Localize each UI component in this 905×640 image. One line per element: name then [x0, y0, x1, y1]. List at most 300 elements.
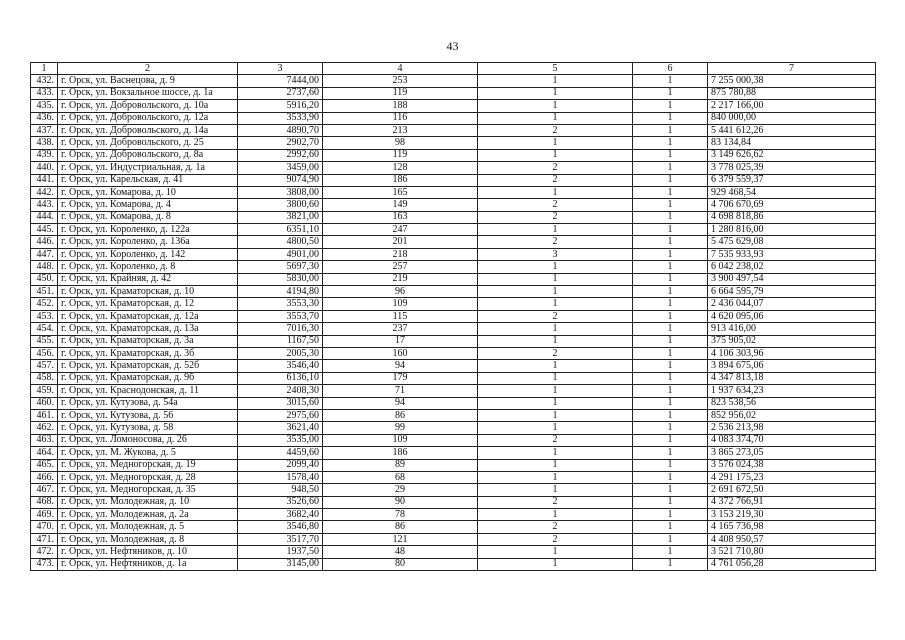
col4-cell: 109: [323, 434, 478, 446]
col6-cell: 1: [633, 496, 708, 508]
col4-cell: 186: [323, 447, 478, 459]
row-number-cell: 464.: [31, 447, 58, 459]
area-cell: 3553,30: [238, 298, 323, 310]
col4-cell: 119: [323, 149, 478, 161]
col5-cell: 1: [478, 484, 633, 496]
col5-cell: 1: [478, 385, 633, 397]
amount-cell: 2 536 213,98: [708, 422, 876, 434]
area-cell: 4800,50: [238, 236, 323, 248]
area-cell: 3553,70: [238, 310, 323, 322]
col6-cell: 1: [633, 87, 708, 99]
table-row: [31, 323, 876, 335]
col4-cell: 29: [323, 484, 478, 496]
table-row: [31, 434, 876, 446]
table-row: [31, 87, 876, 99]
address-cell: г. Орск, ул. Индустриальная, д. 1а: [58, 162, 238, 174]
amount-cell: 875 780,88: [708, 87, 876, 99]
address-cell: г. Орск, ул. Краматорская, д. 12а: [58, 310, 238, 322]
col5-cell: 1: [478, 75, 633, 87]
address-cell: г. Орск, ул. Краматорская, д. 13а: [58, 323, 238, 335]
amount-cell: 7 255 000,38: [708, 75, 876, 87]
table-row: [31, 558, 876, 570]
area-cell: 3546,40: [238, 360, 323, 372]
row-number-cell: 472.: [31, 546, 58, 558]
table-row: [31, 496, 876, 508]
address-cell: г. Орск, ул. Краматорская, д. 12: [58, 298, 238, 310]
amount-cell: 3 865 273,05: [708, 447, 876, 459]
address-cell: г. Орск, ул. Кутузова, д. 54а: [58, 397, 238, 409]
address-cell: г. Орск, ул. Вокзальное шоссе, д. 1а: [58, 87, 238, 99]
address-cell: г. Орск, ул. Краматорская, д. 52б: [58, 360, 238, 372]
address-cell: г. Орск, ул. Краматорская, д. 3а: [58, 335, 238, 347]
col4-cell: 213: [323, 124, 478, 136]
row-number-cell: 469.: [31, 509, 58, 521]
col5-cell: 1: [478, 261, 633, 273]
col6-cell: 1: [633, 261, 708, 273]
col4-cell: 80: [323, 558, 478, 570]
col6-cell: 1: [633, 533, 708, 545]
row-number-cell: 460.: [31, 397, 58, 409]
amount-cell: 1 937 634,23: [708, 385, 876, 397]
amount-cell: 913 416,00: [708, 323, 876, 335]
area-cell: 3145,00: [238, 558, 323, 570]
amount-cell: 1 280 816,00: [708, 224, 876, 236]
col6-cell: 1: [633, 422, 708, 434]
table-row: [31, 372, 876, 384]
row-number-cell: 433.: [31, 87, 58, 99]
row-number-cell: 435.: [31, 100, 58, 112]
column-header: 3: [238, 63, 323, 75]
amount-cell: 4 698 818,86: [708, 211, 876, 223]
row-number-cell: 463.: [31, 434, 58, 446]
amount-cell: 929 468,54: [708, 186, 876, 198]
col4-cell: 121: [323, 533, 478, 545]
address-cell: г. Орск, ул. Добровольского, д. 8а: [58, 149, 238, 161]
col6-cell: 1: [633, 199, 708, 211]
amount-cell: 823 538,56: [708, 397, 876, 409]
row-number-cell: 440.: [31, 162, 58, 174]
amount-cell: 4 372 766,91: [708, 496, 876, 508]
col5-cell: 1: [478, 112, 633, 124]
col5-cell: 1: [478, 422, 633, 434]
col4-cell: 48: [323, 546, 478, 558]
amount-cell: 4 620 095,06: [708, 310, 876, 322]
row-number-cell: 457.: [31, 360, 58, 372]
address-cell: г. Орск, ул. Молодежная, д. 10: [58, 496, 238, 508]
amount-cell: 852 956,02: [708, 409, 876, 421]
amount-cell: 6 042 238,02: [708, 261, 876, 273]
amount-cell: 3 153 219,30: [708, 509, 876, 521]
table-row: [31, 385, 876, 397]
table-row: [31, 397, 876, 409]
column-header: 2: [58, 63, 238, 75]
row-number-cell: 465.: [31, 459, 58, 471]
table-row: [31, 211, 876, 223]
col5-cell: 2: [478, 236, 633, 248]
col6-cell: 1: [633, 149, 708, 161]
table-row: [31, 484, 876, 496]
col5-cell: 3: [478, 248, 633, 260]
col4-cell: 201: [323, 236, 478, 248]
row-number-cell: 437.: [31, 124, 58, 136]
table-row: [31, 447, 876, 459]
col5-cell: 1: [478, 558, 633, 570]
col5-cell: 1: [478, 360, 633, 372]
row-number-cell: 462.: [31, 422, 58, 434]
row-number-cell: 452.: [31, 298, 58, 310]
col4-cell: 89: [323, 459, 478, 471]
col6-cell: 1: [633, 509, 708, 521]
address-cell: г. Орск, ул. Медногорская, д. 19: [58, 459, 238, 471]
amount-cell: 3 778 025,39: [708, 162, 876, 174]
area-cell: 1578,40: [238, 471, 323, 483]
col5-cell: 2: [478, 521, 633, 533]
col4-cell: 116: [323, 112, 478, 124]
address-cell: г. Орск, ул. Медногорская, д. 35: [58, 484, 238, 496]
area-cell: 6351,10: [238, 224, 323, 236]
table-row: [31, 521, 876, 533]
row-number-cell: 451.: [31, 286, 58, 298]
address-cell: г. Орск, ул. Комарова, д. 10: [58, 186, 238, 198]
col4-cell: 78: [323, 509, 478, 521]
row-number-cell: 470.: [31, 521, 58, 533]
col6-cell: 1: [633, 409, 708, 421]
col6-cell: 1: [633, 248, 708, 260]
area-cell: 3546,80: [238, 521, 323, 533]
col6-cell: 1: [633, 521, 708, 533]
row-number-cell: 432.: [31, 75, 58, 87]
column-header: 1: [31, 63, 58, 75]
col4-cell: 149: [323, 199, 478, 211]
col5-cell: 2: [478, 496, 633, 508]
col6-cell: 1: [633, 273, 708, 285]
col4-cell: 94: [323, 360, 478, 372]
col5-cell: 1: [478, 335, 633, 347]
col5-cell: 1: [478, 224, 633, 236]
col4-cell: 186: [323, 174, 478, 186]
col5-cell: 1: [478, 298, 633, 310]
table-row: [31, 199, 876, 211]
address-cell: г. Орск, ул. Крайняя, д. 42: [58, 273, 238, 285]
col5-cell: 1: [478, 323, 633, 335]
row-number-cell: 455.: [31, 335, 58, 347]
area-cell: 3682,40: [238, 509, 323, 521]
table-row: [31, 360, 876, 372]
row-number-cell: 448.: [31, 261, 58, 273]
col4-cell: 68: [323, 471, 478, 483]
area-cell: 6136,10: [238, 372, 323, 384]
area-cell: 3535,00: [238, 434, 323, 446]
area-cell: 3808,00: [238, 186, 323, 198]
address-cell: г. Орск, ул. Короленко, д. 142: [58, 248, 238, 260]
table-row: [31, 286, 876, 298]
col5-cell: 2: [478, 310, 633, 322]
col4-cell: 119: [323, 87, 478, 99]
row-number-cell: 467.: [31, 484, 58, 496]
table-row: [31, 261, 876, 273]
col6-cell: 1: [633, 137, 708, 149]
col5-cell: 1: [478, 471, 633, 483]
table-row: [31, 471, 876, 483]
area-cell: 3821,00: [238, 211, 323, 223]
row-number-cell: 456.: [31, 347, 58, 359]
row-number-cell: 441.: [31, 174, 58, 186]
amount-cell: 840 000,00: [708, 112, 876, 124]
address-cell: г. Орск, ул. Краматорская, д. 10: [58, 286, 238, 298]
table-row: [31, 533, 876, 545]
col5-cell: 1: [478, 459, 633, 471]
column-header: 4: [323, 63, 478, 75]
amount-cell: 6 379 559,37: [708, 174, 876, 186]
column-header: 6: [633, 63, 708, 75]
address-cell: г. Орск, ул. Короленко, д. 8: [58, 261, 238, 273]
amount-cell: 4 165 736,98: [708, 521, 876, 533]
address-cell: г. Орск, ул. Добровольского, д. 14а: [58, 124, 238, 136]
col4-cell: 188: [323, 100, 478, 112]
address-cell: г. Орск, ул. Ломоносова, д. 26: [58, 434, 238, 446]
row-number-cell: 439.: [31, 149, 58, 161]
table-row: [31, 137, 876, 149]
amount-cell: 83 134,84: [708, 137, 876, 149]
area-cell: 1167,50: [238, 335, 323, 347]
row-number-cell: 436.: [31, 112, 58, 124]
table-row: [31, 112, 876, 124]
col4-cell: 98: [323, 137, 478, 149]
table-row: [31, 298, 876, 310]
row-number-cell: 468.: [31, 496, 58, 508]
amount-cell: 3 894 675,06: [708, 360, 876, 372]
amount-cell: 2 691 672,50: [708, 484, 876, 496]
col4-cell: 237: [323, 323, 478, 335]
amount-cell: 3 900 497,54: [708, 273, 876, 285]
col6-cell: 1: [633, 434, 708, 446]
area-cell: 5697,30: [238, 261, 323, 273]
table-header-row: [31, 63, 876, 75]
table-row: [31, 310, 876, 322]
address-cell: г. Орск, ул. Краматорская, д. 3б: [58, 347, 238, 359]
row-number-cell: 466.: [31, 471, 58, 483]
table-row: [31, 149, 876, 161]
amount-cell: 3 521 710,80: [708, 546, 876, 558]
amount-cell: 5 475 629,08: [708, 236, 876, 248]
table-row: [31, 335, 876, 347]
col5-cell: 2: [478, 211, 633, 223]
row-number-cell: 443.: [31, 199, 58, 211]
table-row: [31, 100, 876, 112]
table-row: [31, 248, 876, 260]
address-cell: г. Орск, ул. Добровольского, д. 12а: [58, 112, 238, 124]
col5-cell: 2: [478, 199, 633, 211]
col5-cell: 1: [478, 286, 633, 298]
area-cell: 4901,00: [238, 248, 323, 260]
col5-cell: 2: [478, 162, 633, 174]
area-cell: 2099,40: [238, 459, 323, 471]
table-row: [31, 186, 876, 198]
address-cell: г. Орск, ул. Кутузова, д. 58: [58, 422, 238, 434]
col6-cell: 1: [633, 100, 708, 112]
address-cell: г. Орск, ул. Краснодонская, д. 11: [58, 385, 238, 397]
row-number-cell: 442.: [31, 186, 58, 198]
area-cell: 9074,90: [238, 174, 323, 186]
col6-cell: 1: [633, 286, 708, 298]
col6-cell: 1: [633, 310, 708, 322]
col5-cell: 1: [478, 397, 633, 409]
area-cell: 1937,50: [238, 546, 323, 558]
col4-cell: 247: [323, 224, 478, 236]
table-row: [31, 236, 876, 248]
amount-cell: 7 535 933,93: [708, 248, 876, 260]
row-number-cell: 438.: [31, 137, 58, 149]
col6-cell: 1: [633, 186, 708, 198]
area-cell: 2005,30: [238, 347, 323, 359]
area-cell: 2992,60: [238, 149, 323, 161]
col5-cell: 2: [478, 124, 633, 136]
amount-cell: 5 441 612,26: [708, 124, 876, 136]
amount-cell: 4 761 056,28: [708, 558, 876, 570]
row-number-cell: 454.: [31, 323, 58, 335]
page-number: 43: [446, 39, 459, 53]
area-cell: 3459,00: [238, 162, 323, 174]
amount-cell: 375 905,02: [708, 335, 876, 347]
col6-cell: 1: [633, 484, 708, 496]
address-cell: г. Орск, ул. Молодежная, д. 8: [58, 533, 238, 545]
table-row: [31, 546, 876, 558]
col4-cell: 90: [323, 496, 478, 508]
col4-cell: 17: [323, 335, 478, 347]
col4-cell: 99: [323, 422, 478, 434]
area-cell: 2902,70: [238, 137, 323, 149]
address-cell: г. Орск, ул. Добровольского, д. 25: [58, 137, 238, 149]
row-number-cell: 461.: [31, 409, 58, 421]
address-cell: г. Орск, ул. Короленко, д. 122а: [58, 224, 238, 236]
col5-cell: 1: [478, 273, 633, 285]
amount-cell: 3 149 626,62: [708, 149, 876, 161]
column-header: 7: [708, 63, 876, 75]
area-cell: 2975,60: [238, 409, 323, 421]
col6-cell: 1: [633, 298, 708, 310]
table-row: [31, 273, 876, 285]
row-number-cell: 444.: [31, 211, 58, 223]
area-cell: 948,50: [238, 484, 323, 496]
col6-cell: 1: [633, 397, 708, 409]
amount-cell: 4 347 813,18: [708, 372, 876, 384]
col6-cell: 1: [633, 546, 708, 558]
col6-cell: 1: [633, 372, 708, 384]
col4-cell: 160: [323, 347, 478, 359]
row-number-cell: 459.: [31, 385, 58, 397]
col6-cell: 1: [633, 385, 708, 397]
row-number-cell: 458.: [31, 372, 58, 384]
address-cell: г. Орск, ул. Короленко, д. 136а: [58, 236, 238, 248]
col5-cell: 2: [478, 174, 633, 186]
col5-cell: 1: [478, 372, 633, 384]
col6-cell: 1: [633, 75, 708, 87]
col4-cell: 94: [323, 397, 478, 409]
row-number-cell: 471.: [31, 533, 58, 545]
col6-cell: 1: [633, 124, 708, 136]
table-row: [31, 509, 876, 521]
col6-cell: 1: [633, 471, 708, 483]
area-cell: 4194,80: [238, 286, 323, 298]
col4-cell: 179: [323, 372, 478, 384]
col6-cell: 1: [633, 447, 708, 459]
row-number-cell: 453.: [31, 310, 58, 322]
row-number-cell: 447.: [31, 248, 58, 260]
amount-cell: 4 106 303,96: [708, 347, 876, 359]
area-cell: 3517,70: [238, 533, 323, 545]
col5-cell: 2: [478, 434, 633, 446]
address-cell: г. Орск, ул. Краматорская, д. 9б: [58, 372, 238, 384]
table-row: [31, 347, 876, 359]
col6-cell: 1: [633, 558, 708, 570]
address-cell: г. Орск, ул. Молодежная, д. 5: [58, 521, 238, 533]
address-cell: г. Орск, ул. Молодежная, д. 2а: [58, 509, 238, 521]
address-cell: г. Орск, ул. Кутузова, д. 56: [58, 409, 238, 421]
address-cell: г. Орск, ул. Медногорская, д. 28: [58, 471, 238, 483]
col5-cell: 2: [478, 533, 633, 545]
area-cell: 5916,20: [238, 100, 323, 112]
col5-cell: 1: [478, 409, 633, 421]
col5-cell: 1: [478, 186, 633, 198]
amount-cell: 4 083 374,70: [708, 434, 876, 446]
table-row: [31, 409, 876, 421]
col6-cell: 1: [633, 211, 708, 223]
col4-cell: 257: [323, 261, 478, 273]
area-cell: 3621,40: [238, 422, 323, 434]
col5-cell: 1: [478, 137, 633, 149]
col6-cell: 1: [633, 112, 708, 124]
table-row: [31, 422, 876, 434]
address-cell: г. Орск, ул. Васнецова, д. 9: [58, 75, 238, 87]
area-cell: 2737,60: [238, 87, 323, 99]
col6-cell: 1: [633, 174, 708, 186]
amount-cell: 2 217 166,00: [708, 100, 876, 112]
col4-cell: 218: [323, 248, 478, 260]
col4-cell: 253: [323, 75, 478, 87]
col6-cell: 1: [633, 459, 708, 471]
area-cell: 7444,00: [238, 75, 323, 87]
col5-cell: 1: [478, 149, 633, 161]
col6-cell: 1: [633, 236, 708, 248]
buildings-table: [30, 62, 876, 571]
table-row: [31, 459, 876, 471]
col6-cell: 1: [633, 360, 708, 372]
area-cell: 3800,60: [238, 199, 323, 211]
area-cell: 3015,60: [238, 397, 323, 409]
address-cell: г. Орск, ул. Карельская, д. 41: [58, 174, 238, 186]
col4-cell: 109: [323, 298, 478, 310]
amount-cell: 4 291 175,23: [708, 471, 876, 483]
col5-cell: 1: [478, 546, 633, 558]
col4-cell: 86: [323, 521, 478, 533]
address-cell: г. Орск, ул. Нефтяников, д. 10: [58, 546, 238, 558]
col5-cell: 1: [478, 509, 633, 521]
row-number-cell: 445.: [31, 224, 58, 236]
area-cell: 4459,60: [238, 447, 323, 459]
col4-cell: 128: [323, 162, 478, 174]
col4-cell: 71: [323, 385, 478, 397]
col5-cell: 2: [478, 347, 633, 359]
col6-cell: 1: [633, 323, 708, 335]
address-cell: г. Орск, ул. М. Жукова, д. 5: [58, 447, 238, 459]
amount-cell: 2 436 044,07: [708, 298, 876, 310]
row-number-cell: 450.: [31, 273, 58, 285]
table-row: [31, 174, 876, 186]
area-cell: 5830,00: [238, 273, 323, 285]
col5-cell: 1: [478, 100, 633, 112]
col4-cell: 163: [323, 211, 478, 223]
amount-cell: 4 706 670,69: [708, 199, 876, 211]
